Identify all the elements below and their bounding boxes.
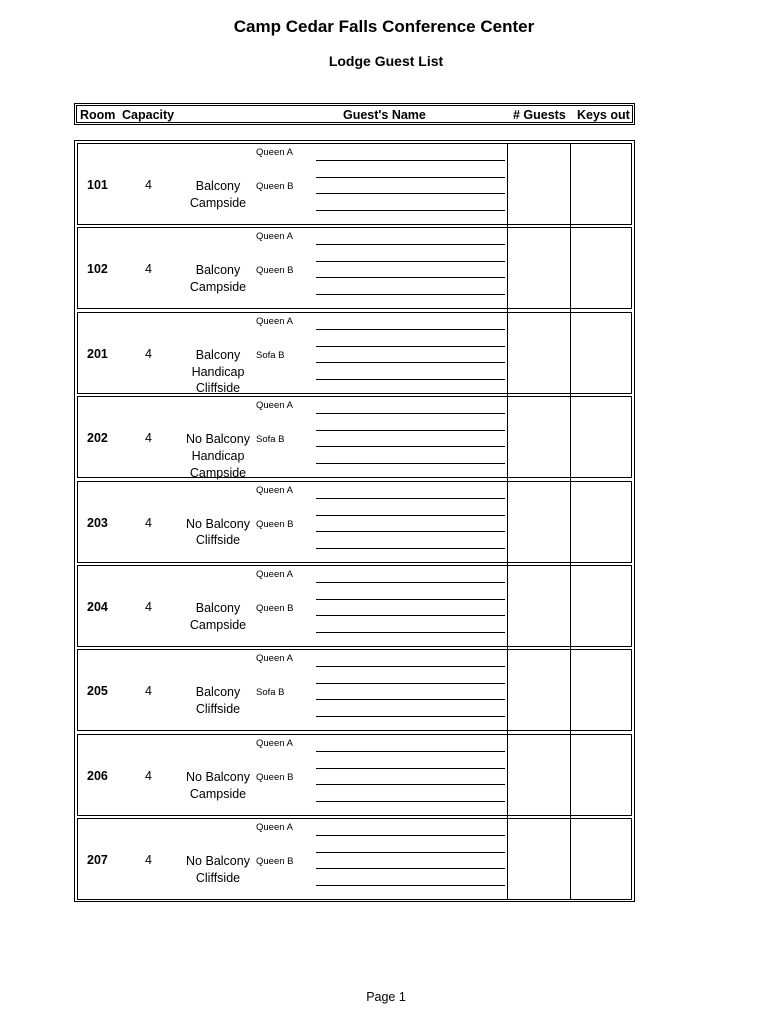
column-header-num-guests: # Guests [513, 108, 566, 122]
bed-label-a: Queen A [256, 147, 293, 158]
guest-name-line[interactable] [316, 751, 505, 752]
room-capacity: 4 [145, 600, 152, 614]
guest-name-line[interactable] [316, 244, 505, 245]
room-capacity: 4 [145, 853, 152, 868]
column-header-room: Room [80, 108, 116, 122]
guest-name-line[interactable] [316, 683, 505, 684]
guest-name-line[interactable] [316, 294, 505, 295]
room-features [168, 431, 268, 481]
room-feature: Campside [189, 465, 247, 480]
room-number: 101 [87, 178, 108, 192]
guest-name-line[interactable] [316, 261, 505, 262]
room-capacity: 4 [145, 515, 152, 530]
page-subtitle: Lodge Guest List [328, 53, 444, 69]
guest-name-line[interactable] [316, 768, 505, 769]
bed-label-a: Queen A [256, 737, 293, 749]
page-title: Camp Cedar Falls Conference Center [233, 17, 535, 36]
room-feature: Cliffside [195, 533, 241, 548]
guest-name-line[interactable] [316, 531, 505, 532]
guest-name-line[interactable] [316, 277, 505, 278]
room-feature: Balcony [195, 601, 241, 615]
room-feature: Campside [189, 786, 247, 801]
room-feature: Cliffside [195, 381, 241, 396]
room-row-102 [77, 227, 632, 309]
bed-label-b: Queen B [256, 518, 294, 530]
room-capacity: 4 [145, 262, 152, 277]
room-capacity: 4 [145, 178, 152, 192]
guest-name-line[interactable] [316, 784, 505, 785]
guest-name-line[interactable] [316, 346, 505, 347]
room-feature: No Balcony [186, 432, 250, 447]
room-row-206 [77, 734, 632, 816]
room-feature: Balcony [195, 263, 241, 278]
bed-label-a: Queen A [256, 315, 293, 327]
guest-name-line[interactable] [316, 666, 505, 667]
room-features [168, 600, 268, 634]
guest-name-line[interactable] [316, 498, 505, 499]
guest-name-line[interactable] [316, 446, 505, 447]
guest-name-line[interactable] [316, 582, 505, 583]
room-features [168, 853, 268, 887]
room-number: 206 [87, 768, 108, 783]
guest-name-line[interactable] [316, 868, 505, 869]
column-header-capacity: Capacity [122, 108, 175, 122]
room-features [168, 516, 268, 550]
guest-name-line[interactable] [316, 515, 505, 516]
room-feature: Cliffside [195, 702, 241, 717]
room-feature: Balcony [195, 685, 241, 700]
room-feature: Campside [189, 617, 247, 632]
bed-label-a: Queen A [256, 653, 293, 665]
bed-label-b: Sofa B [256, 349, 285, 361]
guest-name-line[interactable] [316, 379, 505, 380]
guest-name-line[interactable] [316, 430, 505, 431]
room-capacity: 4 [145, 346, 152, 361]
column-header-guest-name: Guest's Name [343, 108, 426, 122]
room-row-207 [77, 818, 632, 900]
guest-name-line[interactable] [316, 177, 505, 178]
room-row-205 [77, 649, 632, 731]
bed-label-a: Queen A [256, 822, 293, 834]
bed-label-b: Queen B [256, 265, 294, 277]
bed-label-b: Sofa B [256, 434, 285, 446]
page-number: Page 1 [366, 990, 406, 1004]
room-number: 102 [87, 262, 108, 277]
room-number: 207 [87, 853, 108, 868]
room-capacity: 4 [145, 431, 152, 446]
bed-label-b: Queen B [256, 771, 294, 783]
guest-name-line[interactable] [316, 413, 505, 414]
bed-label-a: Queen A [256, 569, 293, 580]
room-feature: Cliffside [195, 870, 241, 885]
room-feature: Balcony [195, 179, 241, 193]
column-header-keys-out: Keys out [577, 108, 630, 122]
room-features [168, 347, 268, 397]
room-feature: Campside [189, 195, 247, 210]
guest-name-line[interactable] [316, 835, 505, 836]
guest-name-line[interactable] [316, 160, 505, 161]
bed-label-b: Queen B [256, 181, 294, 192]
guest-name-line[interactable] [316, 716, 505, 717]
bed-label-a: Queen A [256, 484, 293, 496]
room-table [74, 140, 635, 902]
bed-label-b: Queen B [256, 603, 294, 614]
room-number: 203 [87, 515, 108, 530]
room-feature: No Balcony [186, 854, 250, 869]
guest-name-line[interactable] [316, 599, 505, 600]
bed-label-b: Queen B [256, 856, 294, 868]
guest-name-line[interactable] [316, 548, 505, 549]
room-feature: Handicap [191, 448, 245, 463]
room-row-204 [77, 565, 632, 647]
room-feature: No Balcony [186, 516, 250, 531]
room-feature: No Balcony [186, 769, 250, 784]
room-capacity: 4 [145, 768, 152, 783]
guest-name-line[interactable] [316, 632, 505, 633]
room-feature: Handicap [191, 364, 245, 379]
bed-label-b: Sofa B [256, 687, 285, 699]
guest-name-line[interactable] [316, 699, 505, 700]
column-header-row [74, 103, 635, 125]
room-row-202 [77, 396, 632, 478]
room-features [168, 769, 268, 803]
room-number: 202 [87, 431, 108, 446]
room-feature: Campside [189, 280, 247, 295]
room-row-203 [77, 481, 632, 563]
room-feature: Balcony [195, 347, 241, 362]
room-row-201 [77, 312, 632, 394]
room-number: 201 [87, 346, 108, 361]
guest-name-line[interactable] [316, 362, 505, 363]
guest-name-line[interactable] [316, 852, 505, 853]
guest-name-line[interactable] [316, 463, 505, 464]
guest-name-line[interactable] [316, 329, 505, 330]
guest-name-line[interactable] [316, 885, 505, 886]
room-number: 204 [87, 600, 108, 614]
room-features [168, 262, 268, 296]
guest-name-line[interactable] [316, 193, 505, 194]
room-capacity: 4 [145, 684, 152, 699]
guest-name-line[interactable] [316, 615, 505, 616]
room-features [168, 684, 268, 718]
room-features [168, 178, 268, 212]
guest-name-line[interactable] [316, 801, 505, 802]
room-number: 205 [87, 684, 108, 699]
bed-label-a: Queen A [256, 231, 293, 243]
guest-name-line[interactable] [316, 210, 505, 211]
room-row-101 [77, 143, 632, 225]
bed-label-a: Queen A [256, 400, 293, 412]
